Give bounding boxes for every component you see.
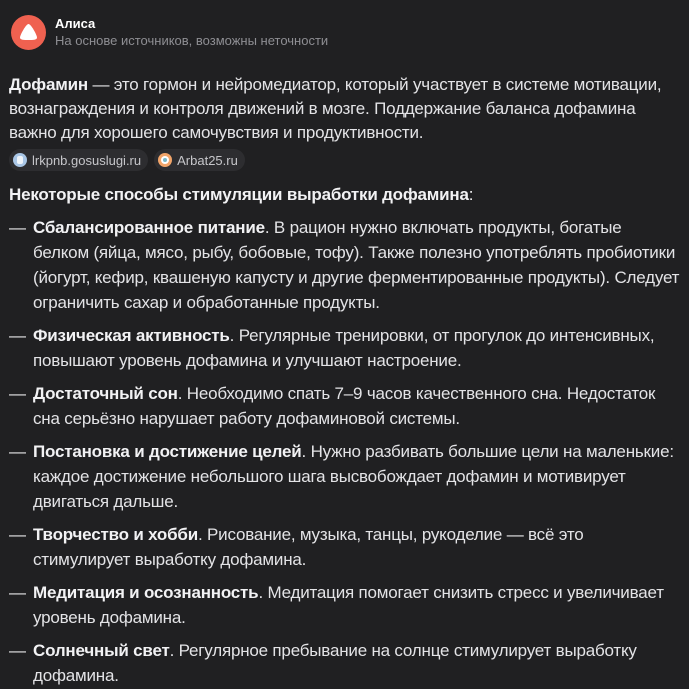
list-item	[9, 439, 689, 514]
dash-bullet: —	[9, 641, 26, 660]
methods-list	[9, 215, 689, 688]
source-chip-arbat25[interactable]	[154, 149, 245, 171]
list-heading	[9, 183, 689, 207]
assistant-name: Алиса	[55, 16, 96, 31]
item-text: . Медитация помогает снизить стресс и увеличивает уровень дофамина.	[33, 583, 664, 627]
dash-bullet: —	[9, 525, 26, 544]
intro-text: — это гормон и нейромедиатор, который участвует в системе мотивации, вознаграждения и контроля движений в мозге. Поддержание баланса дофамина важно для хорошего самочувствия и продуктивности.	[9, 75, 662, 142]
item-text: . Рисование, музыка, танцы, рукоделие — всё это стимулирует выработку дофамина.	[33, 525, 584, 569]
gosuslugi-emblem-icon	[13, 153, 27, 167]
item-text: . Регулярные тренировки, от прогулок до интенсивных, повышают уровень дофамина и улучшают настроение.	[33, 326, 655, 370]
arbat25-favicon-icon	[158, 153, 172, 167]
item-title: Творчество и хобби	[33, 525, 198, 544]
list-item	[9, 580, 689, 630]
dash-bullet: —	[9, 326, 26, 345]
item-title: Физическая активность	[33, 326, 230, 345]
item-text: . Нужно разбивать большие цели на маленькие: каждое достижение небольшого шага высвобождает дофамин и мотивирует двигаться дальше.	[33, 442, 674, 511]
list-item	[9, 638, 689, 688]
source-chip-gosuslugi[interactable]	[9, 149, 148, 171]
intro-term: Дофамин	[9, 75, 88, 94]
item-title: Сбалансированное питание	[33, 218, 265, 237]
source-label: Arbat25.ru	[177, 152, 238, 168]
item-text: . В рацион нужно включать продукты, богатые белком (яйца, мясо, рыбу, бобовые, тофу). Также полезно употреблять пробиотики (йогурт, кефир, квашеную капусту и другие ферментированные продукты). Следует ограничить сахар и обработанные продукты.	[33, 218, 680, 312]
dash-bullet: —	[9, 583, 26, 602]
assistant-header	[9, 0, 689, 56]
list-item	[9, 381, 689, 431]
alisa-logo-icon	[11, 15, 46, 50]
list-heading-text: Некоторые способы стимуляции выработки дофамина	[9, 185, 469, 204]
list-heading-colon: :	[468, 185, 474, 204]
source-label: lrkpnb.gosuslugi.ru	[32, 152, 142, 168]
source-links	[9, 149, 689, 171]
item-title: Солнечный свет	[33, 641, 170, 660]
item-title: Достаточный сон	[33, 384, 178, 403]
item-title: Медитация и осознанность	[33, 583, 259, 602]
item-title: Постановка и достижение целей	[33, 442, 302, 461]
list-item	[9, 215, 689, 315]
list-item	[9, 522, 689, 572]
dash-bullet: —	[9, 218, 26, 237]
dash-bullet: —	[9, 384, 26, 403]
intro-paragraph	[9, 73, 689, 145]
item-text: . Необходимо спать 7–9 часов качественного сна. Недостаток сна серьёзно нарушает работу дофаминовой системы.	[33, 384, 656, 428]
item-text: . Регулярное пребывание на солнце стимулирует выработку дофамина.	[33, 641, 637, 685]
dash-bullet: —	[9, 442, 26, 461]
list-item	[9, 323, 689, 373]
assistant-disclaimer: На основе источников, возможны неточности	[55, 33, 329, 48]
